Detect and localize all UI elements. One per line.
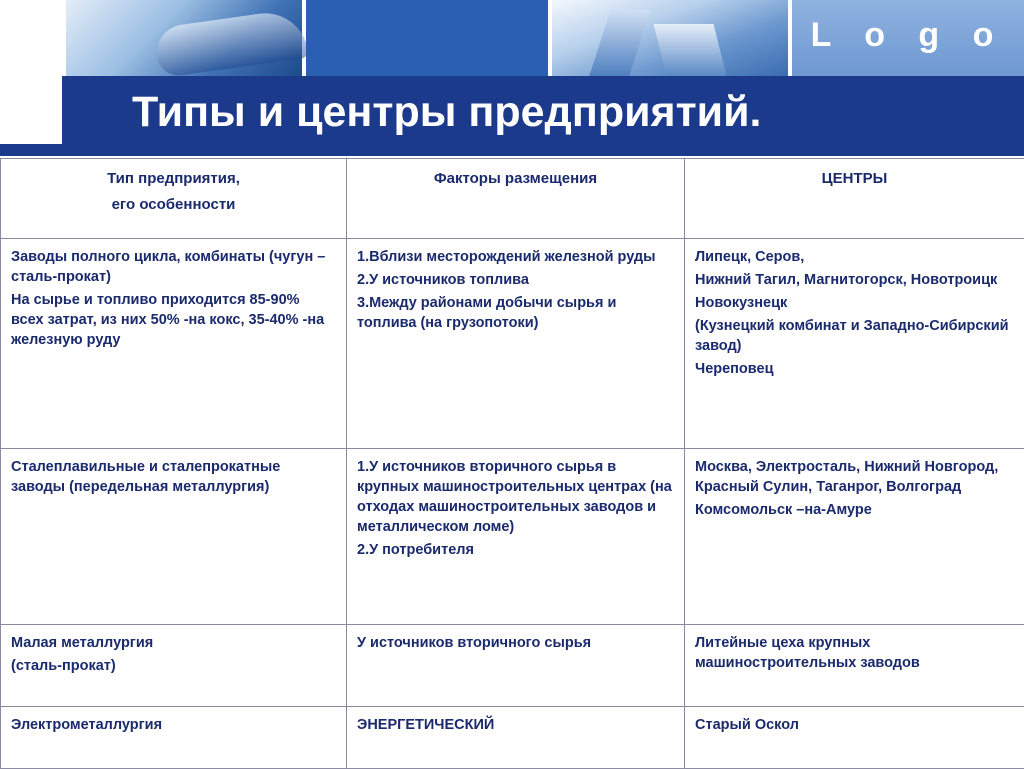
cell-text: Новокузнецк (695, 293, 1014, 313)
cell-centers (685, 625, 1024, 707)
cell-text: Сталеплавильные и сталепрокатные заводы (передельная металлургия) (11, 457, 336, 497)
table-row (1, 449, 1024, 625)
cell-text: У источников вторичного сырья (357, 633, 674, 653)
hand-image (153, 8, 308, 78)
cell-text: 1.У источников вторичного сырья в крупных машиностроительных центрах (на отходах машиностроительных заводов и металлическом ломе) (357, 457, 674, 537)
cell-text: ЦЕНТРЫ (695, 169, 1014, 189)
cell-text: Заводы полного цикла, комбинаты (чугун –сталь-прокат) (11, 247, 336, 287)
building-image (654, 24, 727, 76)
banner-photo-hands (66, 0, 302, 76)
cell-text: его особенности (11, 195, 336, 215)
header-location-factors (347, 159, 685, 239)
cell-text: Старый Оскол (695, 715, 1014, 735)
cell-centers (685, 707, 1024, 769)
cell-text: Липецк, Серов, (695, 247, 1014, 267)
cell-text: (Кузнецкий комбинат и Западно-Сибирский завод) (695, 316, 1014, 356)
cell-text: Комсомольск –на-Амуре (695, 500, 1014, 520)
cell-location-factors (347, 707, 685, 769)
enterprise-table (0, 158, 1024, 769)
cell-text: Малая металлургия (11, 633, 336, 653)
table-row (1, 239, 1024, 449)
cell-text: Тип предприятия, (11, 169, 336, 189)
cell-location-factors (347, 625, 685, 707)
cell-text: 3.Между районами добычи сырья и топлива (на грузопотоки) (357, 293, 674, 333)
table-body (1, 159, 1024, 769)
cell-text: Нижний Тагил, Магнитогорск, Новотроицк (695, 270, 1014, 290)
cell-text: Литейные цеха крупных машиностроительных заводов (695, 633, 1014, 673)
cell-text: Череповец (695, 359, 1014, 379)
cell-enterprise-type (1, 449, 347, 625)
cell-text: Факторы размещения (357, 169, 674, 189)
title-left-spacer (0, 76, 62, 144)
cell-location-factors (347, 449, 685, 625)
header-enterprise-type (1, 159, 347, 239)
cell-text: Электрометаллургия (11, 715, 336, 735)
table-header-row (1, 159, 1024, 239)
cell-centers (685, 449, 1024, 625)
cell-text: На сырье и топливо приходится 85-90% всех затрат, из них 50% -на кокс, 35-40% -на железную руду (11, 290, 336, 350)
banner-blank-panel (0, 0, 62, 76)
header-centers (685, 159, 1024, 239)
table-row (1, 707, 1024, 769)
table-row (1, 625, 1024, 707)
cell-centers (685, 239, 1024, 449)
cell-enterprise-type (1, 239, 347, 449)
cell-text: ЭНЕРГЕТИЧЕСКИЙ (357, 715, 674, 735)
cell-enterprise-type (1, 625, 347, 707)
cell-text: 1.Вблизи месторождений железной руды (357, 247, 674, 267)
header-banner (0, 0, 1024, 76)
banner-blue-panel (306, 0, 548, 76)
cell-location-factors (347, 239, 685, 449)
cell-text: 2.У потребителя (357, 540, 674, 560)
cell-text: 2.У источников топлива (357, 270, 674, 290)
logo: L o g o (792, 16, 1024, 55)
cell-text: Москва, Электросталь, Нижний Новгород, Красный Сулин, Таганрог, Волгоград (695, 457, 1014, 497)
cell-text: (сталь-прокат) (11, 656, 336, 676)
page-title: Типы и центры предприятий. (62, 80, 1024, 144)
cell-enterprise-type (1, 707, 347, 769)
